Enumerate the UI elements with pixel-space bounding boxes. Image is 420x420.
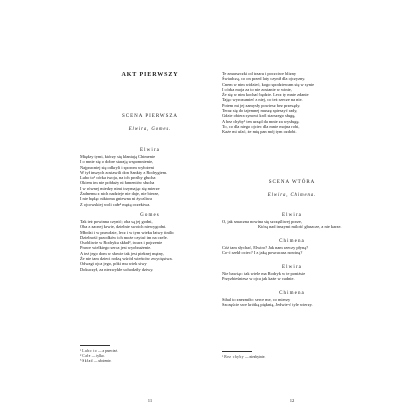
footnotes — [80, 349, 220, 363]
speaker-name: Chimena — [279, 239, 305, 244]
speaker-name: Chimena — [279, 291, 305, 296]
footnote-term: Lubo to — [82, 349, 98, 354]
verse-line: Nie bawiąc: tak wiele ma Rodryk w te poniżsie — [222, 271, 306, 276]
speech — [222, 212, 362, 230]
verse-line: I nie będąc niktoma gniewna ni życzliwa — [80, 196, 152, 202]
footnote — [80, 359, 220, 364]
right-page — [222, 0, 362, 420]
verse-line: A bez chyby¹ ten urząd da mnie za wysługę. — [222, 118, 300, 124]
footnote-gloss: — ułożenie. — [93, 358, 112, 363]
speech — [222, 264, 362, 282]
footnote-rule — [80, 345, 110, 346]
verse-line: Te zmarszczki od trzaru i poczciwe blizny — [222, 71, 297, 76]
verse-line: Okiem im nie pobłaży ni łamentów słucha — [80, 180, 155, 186]
scene-title: SCENA WTÓRA — [268, 180, 316, 185]
footnote — [222, 355, 362, 360]
footnote-marker: 1 — [222, 355, 224, 358]
verse-line: Sthal to znezmiło: serce me, co mierzy — [222, 297, 291, 302]
verse-line: I o mnie się o dobre starają wspomnienie, — [80, 159, 154, 165]
footnote-marker: 2 — [80, 353, 82, 357]
footnote-gloss: — a przecież. — [97, 349, 118, 354]
verse-line: Potem mi jej zamysły powiesz bez przesądy. — [222, 102, 301, 108]
verse-line: O, jak smacznа nowinа się szczęśliwej porze, — [222, 219, 302, 224]
verse-line: Teraz się do tajemnej muszę spieszyć rady, — [222, 108, 298, 114]
scene-cast: Elwira, Gomes. — [128, 127, 172, 132]
footnotes — [222, 355, 362, 360]
footnote-term: Całe — [82, 353, 91, 358]
opening-verse — [222, 71, 362, 135]
left-page — [80, 0, 220, 420]
verse-line: W tył inszych zostawili don Sankty z Rodrygiem. — [80, 169, 168, 175]
verse-line: Osobliwie w Rodryku skład³, twarz i pojrzenie — [80, 240, 163, 246]
verse-line: Dokuczył, za niezwykłe uchodziły dziwy. — [80, 266, 154, 272]
verse-line: Że się w nim kochać będzie. Lecz ty mnie zdanie — [222, 92, 309, 98]
verse-line: Prawe wielkiego serca jest wyobrażenie. — [80, 245, 152, 251]
verse-line: Co-ć rzekł ociec? I z jaką powracasz nowiną? — [222, 250, 303, 256]
verse-line: Żadnemu z nich nadzieje nie daje, nie bierze, — [80, 191, 160, 197]
verse-line: To, co dla niego ojciec dla mnie mojna robi, — [222, 123, 300, 129]
verse-line: I córka moja za to nie zostanie w winie, — [222, 86, 292, 92]
page-number: 11 — [147, 398, 153, 403]
speaker-name: Gomes — [140, 213, 160, 218]
act-title: AKT PIERWSZY — [121, 72, 179, 78]
verse-line: Świadczą, co on przed laty czynił dla ojczyzny. — [222, 76, 306, 82]
speaker-name: Elwira — [140, 148, 160, 153]
verse-line: Gdzie obiera synowi król starszego sługę, — [222, 113, 296, 119]
verse-line: Cnem w nim widzieć, kogo spodziewam się w synie — [222, 81, 315, 87]
verse-line: Przyzbieśniesz w ojca jak każe w cudnie. — [222, 276, 295, 282]
footnote-term: Bez chyby — [224, 355, 245, 360]
footnote-gloss: — tylko. — [91, 353, 105, 358]
verse-line: Szczęście swe krótką pięknią, Jedwie-ć tyle wierzy. — [222, 302, 313, 308]
verse-line: Cóż tam słychać, Elwiro? Jak nam rzeczy płyną? — [222, 245, 309, 250]
footnote-marker: 1 — [80, 349, 82, 352]
verse-line: Każe mi ufać, że mię pan mój tym ozdobi. — [222, 129, 297, 135]
speech — [80, 212, 220, 272]
verse-line: Odwagi ojca jego, póki mu wiek siwy — [80, 261, 147, 267]
verse-line: Tak też powinna czynić; oba są jej godni, — [80, 219, 153, 224]
speaker-name: Elwira — [282, 213, 302, 218]
verse-line: Dzielność przodków ich może czytać im na czele. — [80, 234, 168, 240]
verse-line: Lubo to¹ córka twoja, na ich prośby głucha — [80, 175, 156, 181]
speaker-name: Elwira — [282, 265, 302, 270]
speech — [80, 147, 220, 207]
verse-line: Oba z zacnej krwie, dzielnie swoich niewygodni. — [80, 224, 167, 230]
footnote-term: Skład — [82, 358, 93, 363]
verse-line: Między tymi, którzy się kłaniają Chimenie — [80, 154, 156, 159]
footnote-marker: 3 — [80, 358, 82, 362]
verse-line: Najpracniej się odkryli i sporom wyłożeni — [80, 164, 155, 170]
footnote-rule — [222, 351, 252, 352]
verse-line: I w równej miedzy nimi trzymając się mierze — [80, 185, 160, 191]
speech — [222, 290, 362, 308]
footnote-gloss: — niezbyinie. — [244, 355, 266, 360]
verse-line: A też jego dom w sławie tak jest pieknej mętny, — [80, 250, 164, 256]
speech — [222, 238, 362, 256]
verse-line: Że nie tam dzieci rodzą wśród wieńców zwycięstwa. — [80, 256, 173, 262]
verse-line: Młodzi i w prawdzie, lecz i w tym wieku łatwy tinilic — [80, 229, 175, 235]
page-number: 12 — [289, 398, 295, 403]
scene-cast: Elwira, Chimena. — [267, 193, 317, 198]
verse-line: Z ojcowskiej woli całe² mężą oczekiwa. — [80, 201, 151, 207]
verse-line: Którą nad inszymi milość głaszcze, a nie karze. — [258, 224, 342, 230]
scene-title: SCENA PIERWSZA — [121, 114, 179, 119]
verse-line: Tając wyrozumieć z niej, co też rzecze na nie. — [222, 97, 303, 103]
